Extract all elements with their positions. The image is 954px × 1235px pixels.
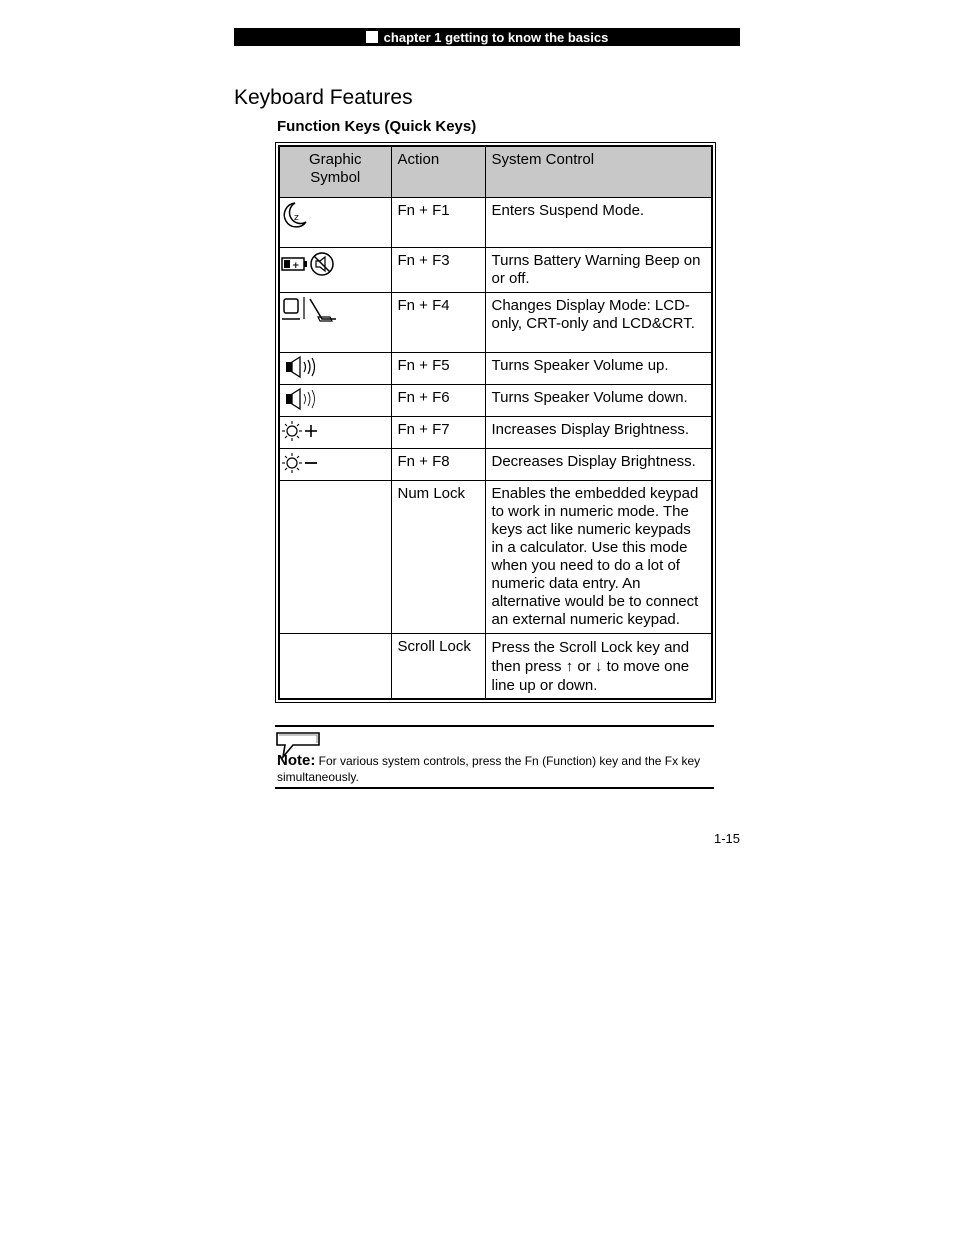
action-cell: Num Lock — [391, 481, 485, 634]
battery-mute-icon — [280, 250, 338, 278]
system-control-cell — [485, 634, 712, 700]
system-control-cell: Turns Speaker Volume up. — [485, 353, 712, 385]
speaker-down-icon — [280, 387, 320, 411]
note-text — [277, 753, 707, 785]
system-control-cell: Turns Battery Warning Beep on or off. — [485, 248, 712, 293]
system-control-cell: Changes Display Mode: LCD-only, CRT-only and LCD&CRT. — [485, 293, 712, 353]
brightness-up-icon — [280, 419, 320, 443]
graphic-symbol-cell — [279, 198, 391, 248]
system-control-cell: Turns Speaker Volume down. — [485, 385, 712, 417]
graphic-symbol-cell — [279, 449, 391, 481]
column-header-action: Action — [391, 146, 485, 198]
page-number: 1-15 — [714, 831, 741, 846]
graphic-symbol-cell — [279, 634, 391, 700]
graphic-symbol-cell — [279, 385, 391, 417]
system-control-cell: Enables the embedded keypad to work in numeric mode. The keys act like numeric keypads in a calculator. Use this mode when you need to do a lot of numeric data entry. An alternative would be to connect an external numeric keypad. — [485, 481, 712, 634]
svg-text:+: + — [292, 261, 300, 271]
system-control-cell: Decreases Display Brightness. — [485, 449, 712, 481]
table-row — [279, 481, 712, 634]
action-cell: Scroll Lock — [391, 634, 485, 700]
column-header-system-control: System Control — [485, 146, 712, 198]
system-control-cell: Enters Suspend Mode. — [485, 198, 712, 248]
svg-text:z: z — [294, 213, 299, 223]
chapter-header-bar — [234, 28, 740, 46]
display-mode-icon — [280, 295, 338, 325]
action-cell: Fn + F8 — [391, 449, 485, 481]
graphic-symbol-cell — [279, 248, 391, 293]
table-row — [279, 385, 712, 417]
function-keys-table — [278, 145, 713, 700]
table-row — [279, 634, 712, 700]
column-header-graphic-symbol: Graphic Symbol — [279, 146, 391, 198]
table-row — [279, 353, 712, 385]
note-body: For various system controls, press the Fn (Function) key and the Fx key simultaneously. — [277, 754, 701, 784]
note-box — [275, 725, 714, 789]
chapter-label: chapter 1 getting to know the basics — [383, 29, 609, 45]
table-row — [279, 293, 712, 353]
action-cell: Fn + F3 — [391, 248, 485, 293]
action-cell: Fn + F5 — [391, 353, 485, 385]
section-title: Function Keys (Quick Keys) — [277, 118, 477, 135]
action-cell: Fn + F1 — [391, 198, 485, 248]
table-row — [279, 248, 712, 293]
action-cell: Fn + F4 — [391, 293, 485, 353]
table-row — [279, 198, 712, 248]
down-arrow-icon: ↓ — [594, 658, 603, 675]
description-text: or — [573, 658, 595, 675]
table-header-row — [279, 146, 712, 198]
graphic-symbol-cell — [279, 481, 391, 634]
table-row — [279, 449, 712, 481]
brightness-down-icon — [280, 451, 320, 475]
graphic-symbol-cell — [279, 293, 391, 353]
page-title: Keyboard Features — [234, 86, 413, 109]
moon-icon — [280, 200, 310, 232]
graphic-symbol-cell — [279, 417, 391, 449]
function-keys-table-frame — [275, 142, 716, 703]
system-control-cell: Increases Display Brightness. — [485, 417, 712, 449]
speaker-up-icon — [280, 355, 320, 379]
square-bullet-icon — [366, 31, 378, 43]
description-text: to move one line up or down. — [491, 658, 690, 694]
graphic-symbol-cell — [279, 353, 391, 385]
action-cell: Fn + F7 — [391, 417, 485, 449]
up-arrow-icon: ↑ — [565, 658, 574, 675]
description-text: Press the Scroll Lock key and then press — [491, 639, 690, 675]
note-label: Note: — [277, 752, 316, 769]
table-row — [279, 417, 712, 449]
action-cell: Fn + F6 — [391, 385, 485, 417]
